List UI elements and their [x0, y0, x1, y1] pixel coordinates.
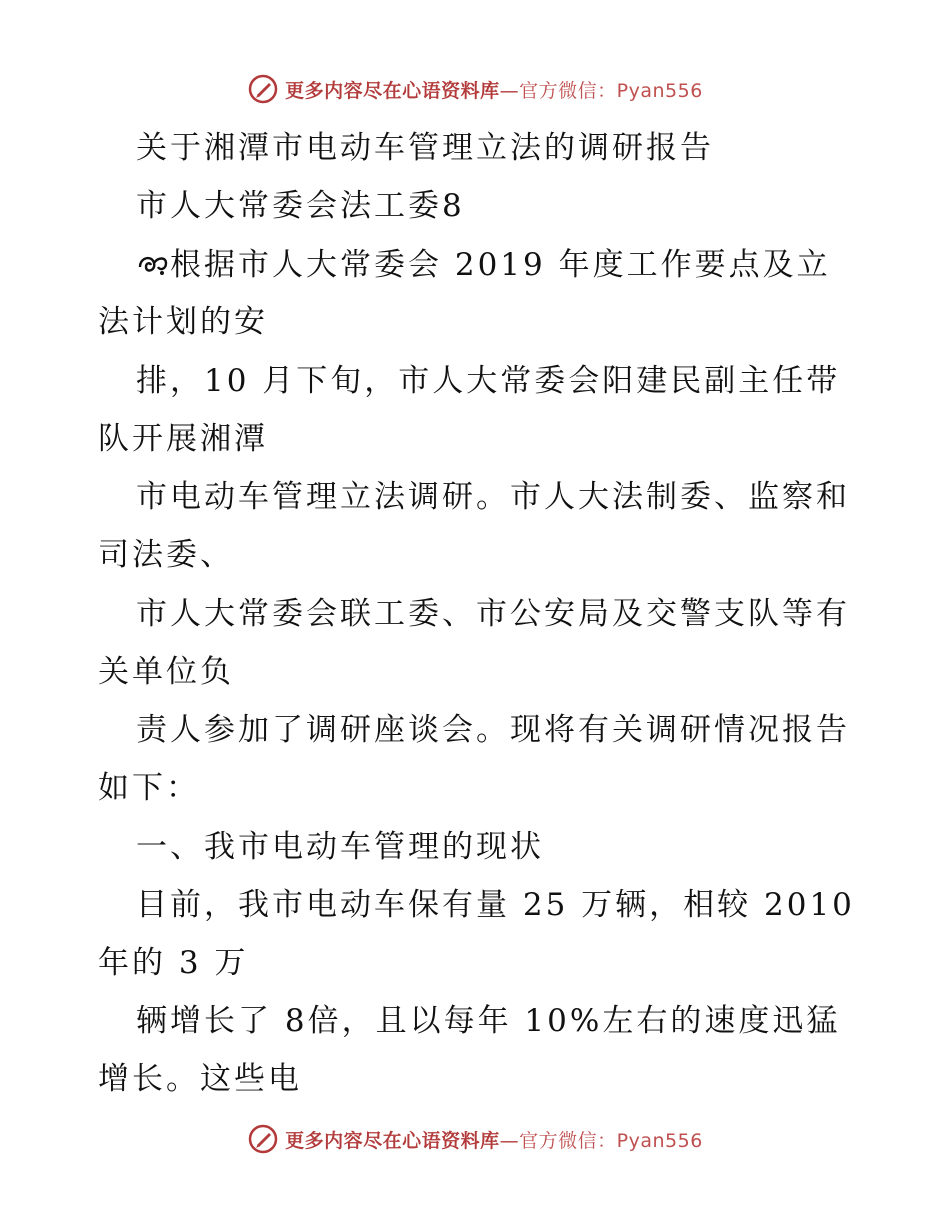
- watermark-main: 更多内容尽在心语资料库: [285, 79, 500, 102]
- watermark-separator: —: [499, 1129, 520, 1152]
- paragraph-line: [136, 245, 831, 285]
- paragraph-line: 司法委、: [98, 537, 234, 573]
- watermark-wechat: 官方微信：Pyan556: [519, 79, 703, 102]
- watermark-wechat: 官方微信：Pyan556: [519, 1129, 703, 1152]
- header-watermark: [0, 72, 950, 106]
- paragraph-line: 目前，我市电动车保有量 25 万辆，相较 2010: [136, 887, 855, 923]
- watermark-text: [285, 1126, 703, 1153]
- paragraph-line: 关单位负: [98, 654, 234, 690]
- ornament-glyph-icon: [136, 249, 170, 279]
- paragraph-line: 法计划的安: [98, 304, 268, 340]
- paragraph-line: 市电动车管理立法调研。市人大法制委、监察和: [136, 479, 850, 515]
- watermark-text: [285, 76, 703, 103]
- document-title: 关于湘潭市电动车管理立法的调研报告: [136, 130, 714, 166]
- paragraph-line: 责人参加了调研座谈会。现将有关调研情况报告: [136, 712, 850, 748]
- watermark-main: 更多内容尽在心语资料库: [285, 1129, 500, 1152]
- pen-seal-logo-icon: [247, 1123, 279, 1155]
- paragraph-line: 队开展湘潭: [98, 421, 268, 457]
- paragraph-line: 排，10 月下旬，市人大常委会阳建民副主任带: [136, 363, 841, 399]
- paragraph-line: 增长。这些电: [98, 1061, 302, 1097]
- paragraph-line: 辆增长了 8倍，且以每年 10%左右的速度迅猛: [136, 1003, 841, 1039]
- document-author: 市人大常委会法工委8: [136, 188, 465, 224]
- paragraph-line: 年的 3 万: [98, 945, 249, 981]
- paragraph-line: 如下：: [98, 770, 200, 806]
- footer-watermark: [0, 1122, 950, 1156]
- watermark-separator: —: [499, 79, 520, 102]
- paragraph-line: 市人大常委会联工委、市公安局及交警支队等有: [136, 596, 850, 632]
- pen-seal-logo-icon: [247, 73, 279, 105]
- section-heading: 一、我市电动车管理的现状: [136, 829, 544, 865]
- paragraph-text: 根据市人大常委会 2019 年度工作要点及立: [170, 247, 831, 283]
